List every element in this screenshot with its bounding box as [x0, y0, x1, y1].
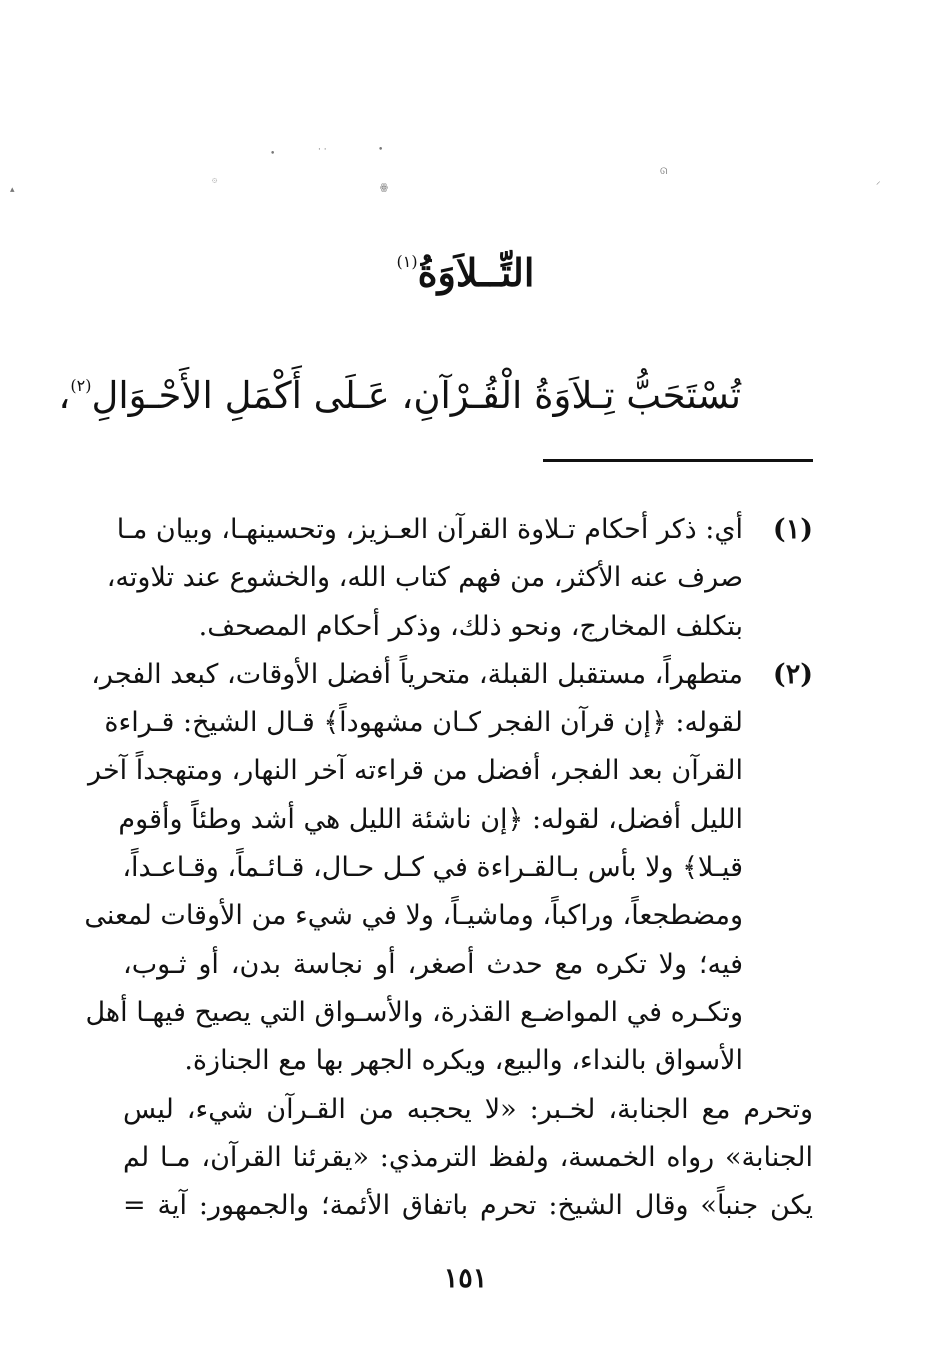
- footnote-line: وتكـره في المواضـع القذرة، والأسـواق التي يصيح فيهـا أهل: [85, 996, 743, 1028]
- scan-speck: •: [270, 149, 276, 159]
- main-text-footnote-ref: (٢): [70, 376, 92, 395]
- footnote-line: يكن جنباً» وقال الشيخ: تحرم باتفاق الأئمة؛ والجمهور: آية =: [123, 1190, 813, 1222]
- footnote-line: أي: ذكر أحكام تـلاوة القرآن العـزيز، وتحسينهـا، وبيان مـا: [116, 514, 743, 545]
- footnotes: [84, 506, 813, 1230]
- footnote-2-continuation: [123, 1086, 813, 1231]
- footnote-line: فيه؛ ولا تكره مع حدث أصغر، أو نجاسة بدن، أو ثـوب،: [123, 948, 743, 980]
- scan-speck: ۞: [212, 175, 218, 185]
- footnote-line: الجنابة» رواه الخمسة، ولفظ الترمذي: «يقرئنا القرآن، مـا لم: [123, 1141, 813, 1173]
- footnote-line: متطهراً، مستقبل القبلة، متحرياً أفضل الأوقات، كبعد الفجر،: [91, 658, 743, 690]
- footnote-2: [84, 651, 813, 1086]
- main-text: [58, 372, 741, 420]
- footnote-line: لقوله: ﴿إن قرآن الفجر كـان مشهوداً﴾ قـال الشيخ: قـراءة: [104, 707, 743, 739]
- chapter-title-footnote-ref: (١): [396, 252, 418, 271]
- footnote-line: ومضطجعاً، وراكباً، وماشيـاً، ولا في شيء من الأوقات لمعنى: [84, 900, 743, 932]
- footnote-line: قيـلا﴾ ولا بأس بـالقـراءة في كـل حـال، قـائـماً، وقـاعـداً،: [122, 852, 743, 884]
- footnote-separator: [543, 459, 813, 462]
- footnote-line: وتحرم مع الجنابة، لخـبر: «لا يحجبه من القـرآن شيء، ليس: [123, 1093, 813, 1125]
- scan-speck: •: [378, 145, 384, 155]
- footnote-line: صرف عنه الأكثر، من فهم كتاب الله، والخشوع عند تلاوته،: [106, 562, 743, 594]
- scan-speck: ꙮ: [380, 183, 388, 193]
- footnote-line: القرآن بعد الفجر، أفضل من قراءته آخر النهار، ومتهجداً آخر: [88, 755, 743, 787]
- scan-speck: ▴: [10, 185, 15, 195]
- main-text-body: تُسْتَحَبُّ تِـلاَوَةُ الْقُـرْآنِ، عَـلَى أَكْمَلِ الأَحْـوَالِ: [91, 374, 741, 417]
- footnote-line: الأسواق بالنداء، والبيع، ويكره الجهر بها مع الجنازة.: [184, 1045, 743, 1077]
- main-text-punct: ،: [58, 374, 71, 417]
- scan-speck: ᘏ: [660, 167, 668, 177]
- footnote-line: بتكلف المخارج، ونحو ذلك، وذكر أحكام المصحف.: [198, 610, 743, 642]
- scan-speck: · ·: [318, 145, 327, 155]
- footnote-1-marker: (١): [772, 514, 813, 545]
- footnote-1: [106, 506, 813, 651]
- footnote-2-marker: (٢): [772, 658, 813, 690]
- chapter-title: [0, 250, 931, 296]
- scan-speck: ⸝: [876, 177, 881, 187]
- footnote-line: الليل أفضل، لقوله: ﴿إن ناشئة الليل هي أشد وطئاً وأقوم: [118, 803, 743, 835]
- page-number: ١٥١: [443, 1263, 488, 1294]
- chapter-title-text: التِّــلاَوَةُ: [417, 250, 535, 295]
